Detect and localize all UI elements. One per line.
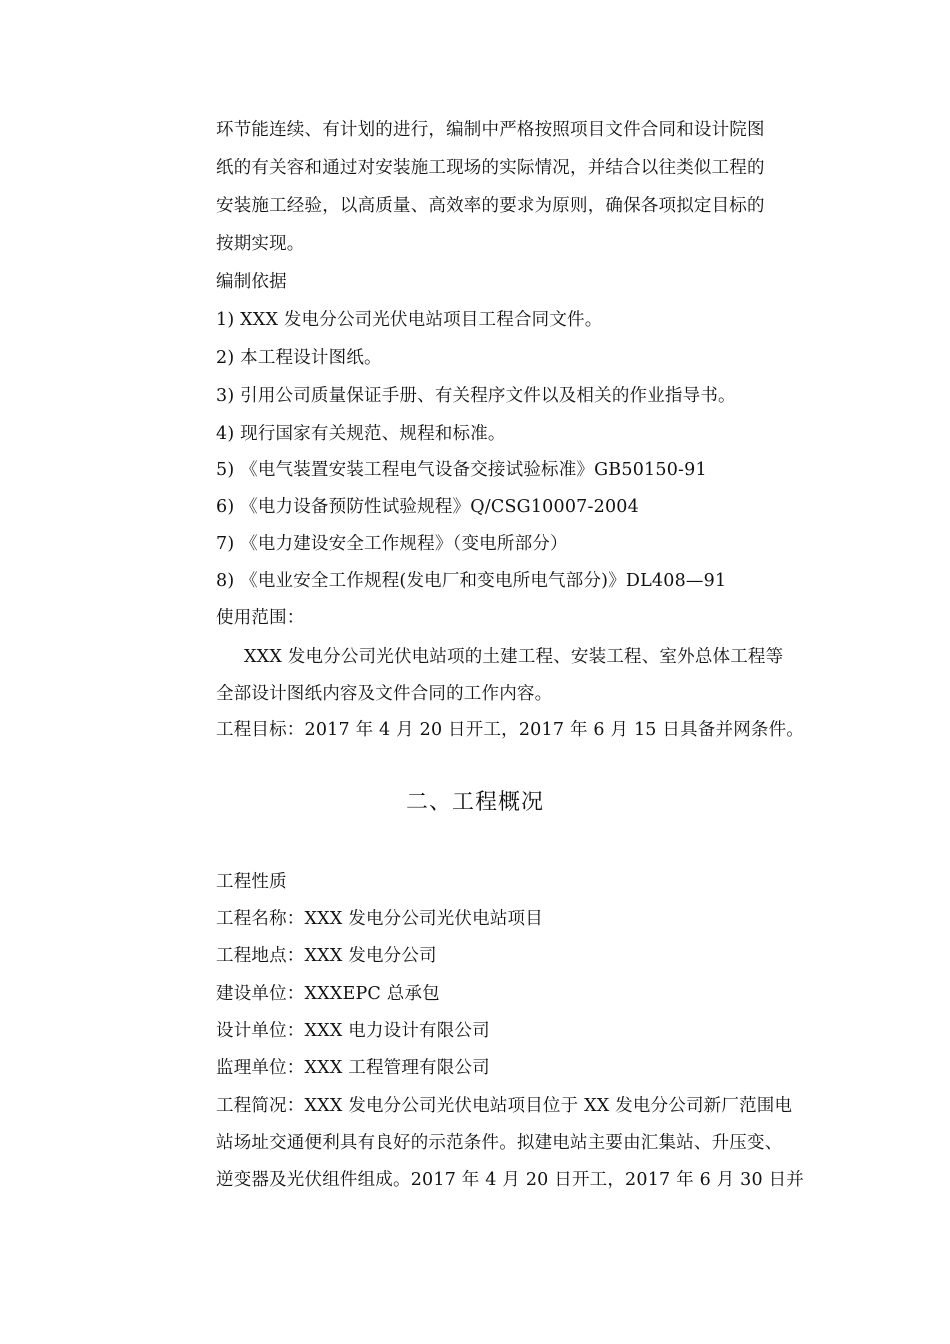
basis-title: 编制依据 [216, 272, 287, 292]
basis-item: 4) 现行国家有关规范、规程和标准。 [216, 424, 506, 444]
basis-item: 5) 《电气装置安装工程电气设备交接试验标准》GB50150-91 [216, 460, 707, 480]
field-project-name: 工程名称：XXX 发电分公司光伏电站项目 [216, 909, 543, 929]
basis-item: 6) 《电力设备预防性试验规程》Q/CSG10007-2004 [216, 497, 639, 517]
basis-item: 7) 《电力建设安全工作规程》（变电所部分） [216, 534, 568, 554]
field-construction-unit: 建设单位：XXXEPC 总承包 [216, 984, 440, 1004]
scope-title: 使用范围： [216, 608, 305, 628]
basis-item: 1) XXX 发电分公司光伏电站项目工程合同文件。 [216, 310, 603, 330]
field-supervision-unit: 监理单位：XXX 工程管理有限公司 [216, 1058, 490, 1078]
summary-line: 工程简况：XXX 发电分公司光伏电站项目位于 XX 发电分公司新厂范围电 [216, 1096, 793, 1116]
summary-line: 逆变器及光伏组件组成。2017 年 4 月 20 日开工，2017 年 6 月 30 日并 [216, 1170, 805, 1190]
scope-line: XXX 发电分公司光伏电站项的土建工程、安装工程、室外总体工程等 [244, 647, 784, 667]
summary-line: 站场址交通便利具有良好的示范条件。拟建电站主要由汇集站、升压变、 [216, 1133, 783, 1153]
project-goal: 工程目标：2017 年 4 月 20 日开工，2017 年 6 月 15 日具备并网条件。 [216, 720, 805, 740]
intro-line: 按期实现。 [216, 234, 305, 254]
intro-line: 纸的有关容和通过对安装施工现场的实际情况，并结合以往类似工程的 [216, 158, 765, 178]
nature-title: 工程性质 [216, 872, 287, 892]
field-design-unit: 设计单位：XXX 电力设计有限公司 [216, 1021, 490, 1041]
basis-item: 8) 《电业安全工作规程(发电厂和变电所电气部分)》DL408—91 [216, 571, 727, 591]
intro-line: 环节能连续、有计划的进行，编制中严格按照项目文件合同和设计院图 [216, 120, 765, 140]
scope-line: 全部设计图纸内容及文件合同的工作内容。 [216, 684, 553, 704]
intro-line: 安装施工经验，以高质量、高效率的要求为原则，确保各项拟定目标的 [216, 196, 765, 216]
basis-item: 2) 本工程设计图纸。 [216, 348, 382, 368]
field-project-location: 工程地点：XXX 发电分公司 [216, 946, 437, 966]
section-heading: 二、工程概况 [405, 790, 544, 815]
basis-item: 3) 引用公司质量保证手册、有关程序文件以及相关的作业指导书。 [216, 386, 736, 406]
